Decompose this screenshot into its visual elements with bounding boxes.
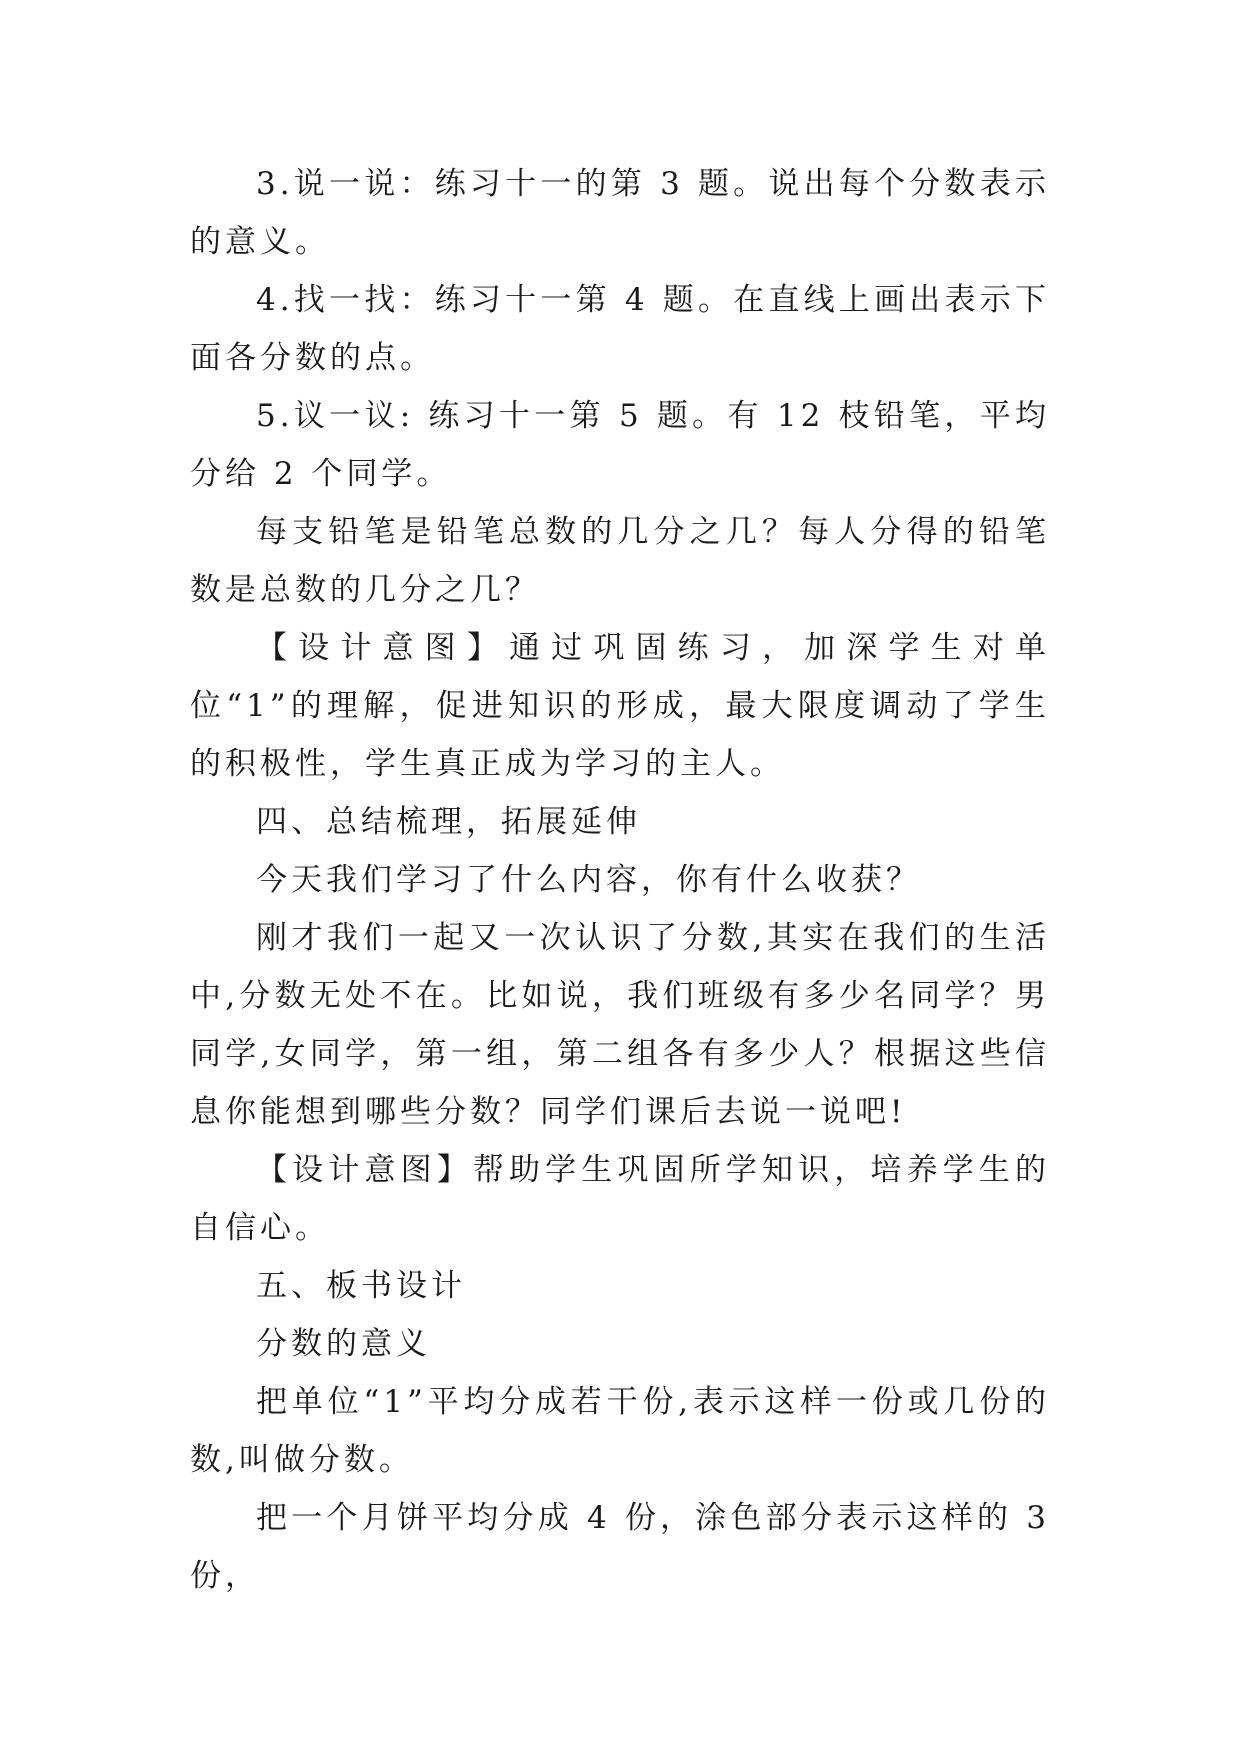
paragraph-fractions-everywhere: 刚才我们一起又一次认识了分数,其实在我们的生活中,分数无处不在。比如说，我们班级有多少名同学？男同学,女同学，第一组，第二组各有多少人？根据这些信息你能想到哪些分数？同学们课后去说一说吧! (190, 920, 1050, 1130)
paragraph-fraction-definition: 把单位“1”平均分成若干份,表示这样一份或几份的数,叫做分数。 (190, 1384, 1050, 1478)
section-heading-board-design: 五、板书设计 (256, 1268, 466, 1304)
paragraph-say-exercise-3: 3.说一说：练习十一的第 3 题。说出每个分数表示的意义。 (190, 166, 1050, 260)
paragraph-mooncake-example: 把一个月饼平均分成 4 份，涂色部分表示这样的 3 份， (190, 1500, 1050, 1594)
paragraph-today-question: 今天我们学习了什么内容，你有什么收获？ (256, 862, 921, 898)
paragraph-find-exercise-4: 4.找一找：练习十一第 4 题。在直线上画出表示下面各分数的点。 (190, 282, 1050, 376)
document-body (190, 155, 1050, 1605)
section-heading-summary: 四、总结梳理，拓展延伸 (256, 804, 641, 840)
paragraph-design-intent-2: 【设计意图】帮助学生巩固所学知识，培养学生的自信心。 (190, 1152, 1050, 1246)
paragraph-pencil-question: 每支铅笔是铅笔总数的几分之几？每人分得的铅笔数是总数的几分之几？ (190, 514, 1050, 608)
paragraph-board-title: 分数的意义 (256, 1326, 431, 1362)
paragraph-discuss-exercise-5: 5.议一议: 练习十一第 5 题。有 12 枝铅笔，平均分给 2 个同学。 (190, 398, 1050, 492)
paragraph-design-intent-1: 【设计意图】通过巩固练习，加深学生对单位“1”的理解，促进知识的形成，最大限度调动了学生的积极性，学生真正成为学习的主人。 (190, 630, 1050, 782)
